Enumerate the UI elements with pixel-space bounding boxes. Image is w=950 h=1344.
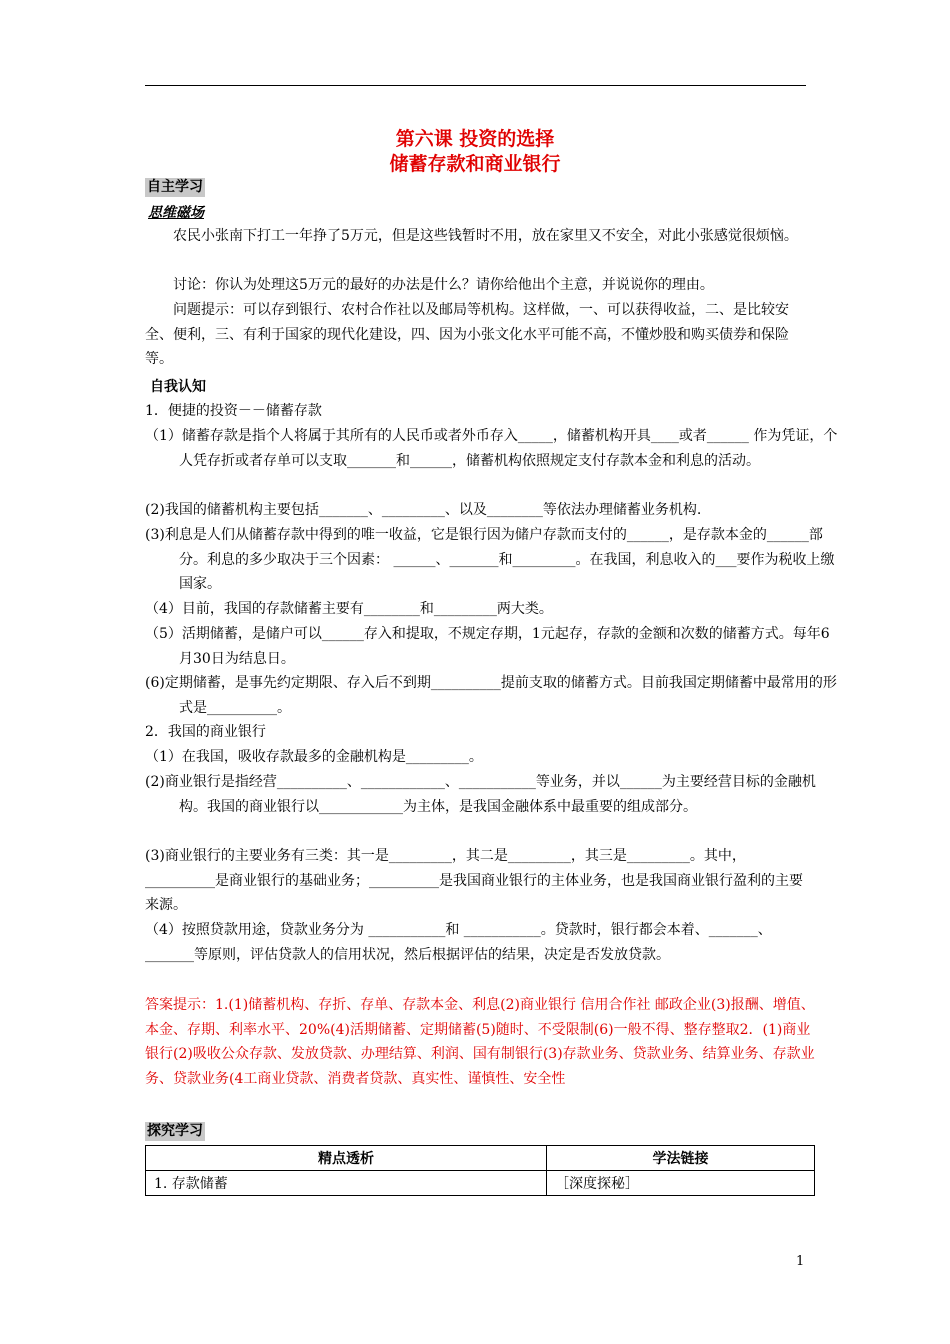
- thinking-paragraph-2: 讨论：你认为处理这5万元的最好的办法是什么？请你给他出个主意，并说说你的理由。: [173, 277, 714, 293]
- lesson-title: 第六课 投资的选择: [395, 128, 555, 150]
- cognition-question-4: （4）目前，我国的存款储蓄主要有________和_________两大类。: [145, 601, 553, 617]
- table-row: [146, 1171, 815, 1196]
- table-cell: ［深度探秘］: [547, 1171, 815, 1196]
- bank-question-4: （4）按照贷款用途，贷款业务分为 ___________和 ___________。贷款时，银行都会本着、_______、_______等原则，评估贷款人的信用状况，然后根据评估的结果，决定是否发放贷款。: [145, 922, 772, 963]
- subsection-self-cognition: 自我认知: [150, 379, 206, 395]
- lesson-subtitle: 储蓄存款和商业银行: [389, 153, 561, 175]
- cognition-question-3: (3)利息是人们从储蓄存款中得到的唯一收益，它是银行因为储户存款而支付的______，是存款本金的______部分。利息的多少取决于三个因素： ______、_______和_________。在我国，利息收入的___要作为税收上缴国家。: [145, 527, 835, 592]
- cognition-question-6: (6)定期储蓄，是事先约定期限、存入后不到期__________提前支取的储蓄方式。目前我国定期储蓄中最常用的形式是__________。: [145, 675, 837, 716]
- section-explore: 探究学习: [147, 1123, 203, 1139]
- cognition-question-1: （1）储蓄存款是指个人将属于其所有的人民币或者外币存入_____，储蓄机构开具____或者______ 作为凭证，个人凭存折或者存单可以支取_______和______，储蓄机构依照规定支付存款本金和利息的活动。: [145, 428, 838, 469]
- subsection-thinking: 思维磁场: [148, 205, 204, 221]
- bank-question-2: (2)商业银行是指经营__________、____________、___________等业务，并以______为主要经营目标的金融机构。我国的商业银行以____________为主体，是我国金融体系中最重要的组成部分。: [145, 774, 816, 815]
- thinking-paragraph-3: 问题提示：可以存到银行、农村合作社以及邮局等机构。这样做，一、可以获得收益，二、是比较安全、便利，三、有利于国家的现代化建设，四、因为小张文化水平可能不高，不懂炒股和购买债券和保险等。: [145, 302, 789, 367]
- table-header-row: [146, 1146, 815, 1171]
- section-self-study: 自主学习: [147, 179, 203, 195]
- bank-question-1: （1）在我国，吸收存款最多的金融机构是_________。: [145, 749, 483, 765]
- cognition-question-2: (2)我国的储蓄机构主要包括_______、_________、以及________等依法办理储蓄业务机构.: [145, 502, 702, 518]
- answer-hints: 答案提示：1.(1)储蓄机构、存折、存单、存款本金、利息(2)商业银行 信用合作社 邮政企业(3)报酬、增值、本金、存期、利率水平、20%(4)活期储蓄、定期储蓄(5)随时、不受限制(6)一般不得、整存整取2．(1)商业银行(2)吸收公众存款、发放贷款、办理结算、利润、国有制银行(3)存款业务、贷款业务、结算业务、存款业务、贷款业务(4工商业贷款、消费者贷款、真实性、谨慎性、安全性: [145, 997, 815, 1087]
- thinking-paragraph-1: 农民小张南下打工一年挣了5万元，但是这些钱暂时不用，放在家里又不安全，对此小张感觉很烦恼。: [173, 228, 798, 244]
- bank-question-3: (3)商业银行的主要业务有三类：其一是_________，其二是_________，其三是_________。其中，__________是商业银行的基础业务；__________是我国商业银行的主体业务，也是我国商业银行盈利的主要来源。: [145, 848, 803, 913]
- table-header-cell: 精点透析: [146, 1146, 547, 1171]
- study-table: [145, 1145, 815, 1196]
- cognition-heading-1: 1．便捷的投资－－储蓄存款: [145, 403, 322, 419]
- cognition-question-5: （5）活期储蓄，是储户可以______存入和提取，不规定存期，1元起存，存款的金额和次数的储蓄方式。每年6月30日为结息日。: [145, 626, 830, 667]
- table-cell: 1. 存款储蓄: [146, 1171, 547, 1196]
- table-header-cell: 学法链接: [547, 1146, 815, 1171]
- page-number: 1: [796, 1254, 805, 1269]
- cognition-heading-2: 2．我国的商业银行: [145, 724, 266, 740]
- header-rule: [145, 85, 806, 86]
